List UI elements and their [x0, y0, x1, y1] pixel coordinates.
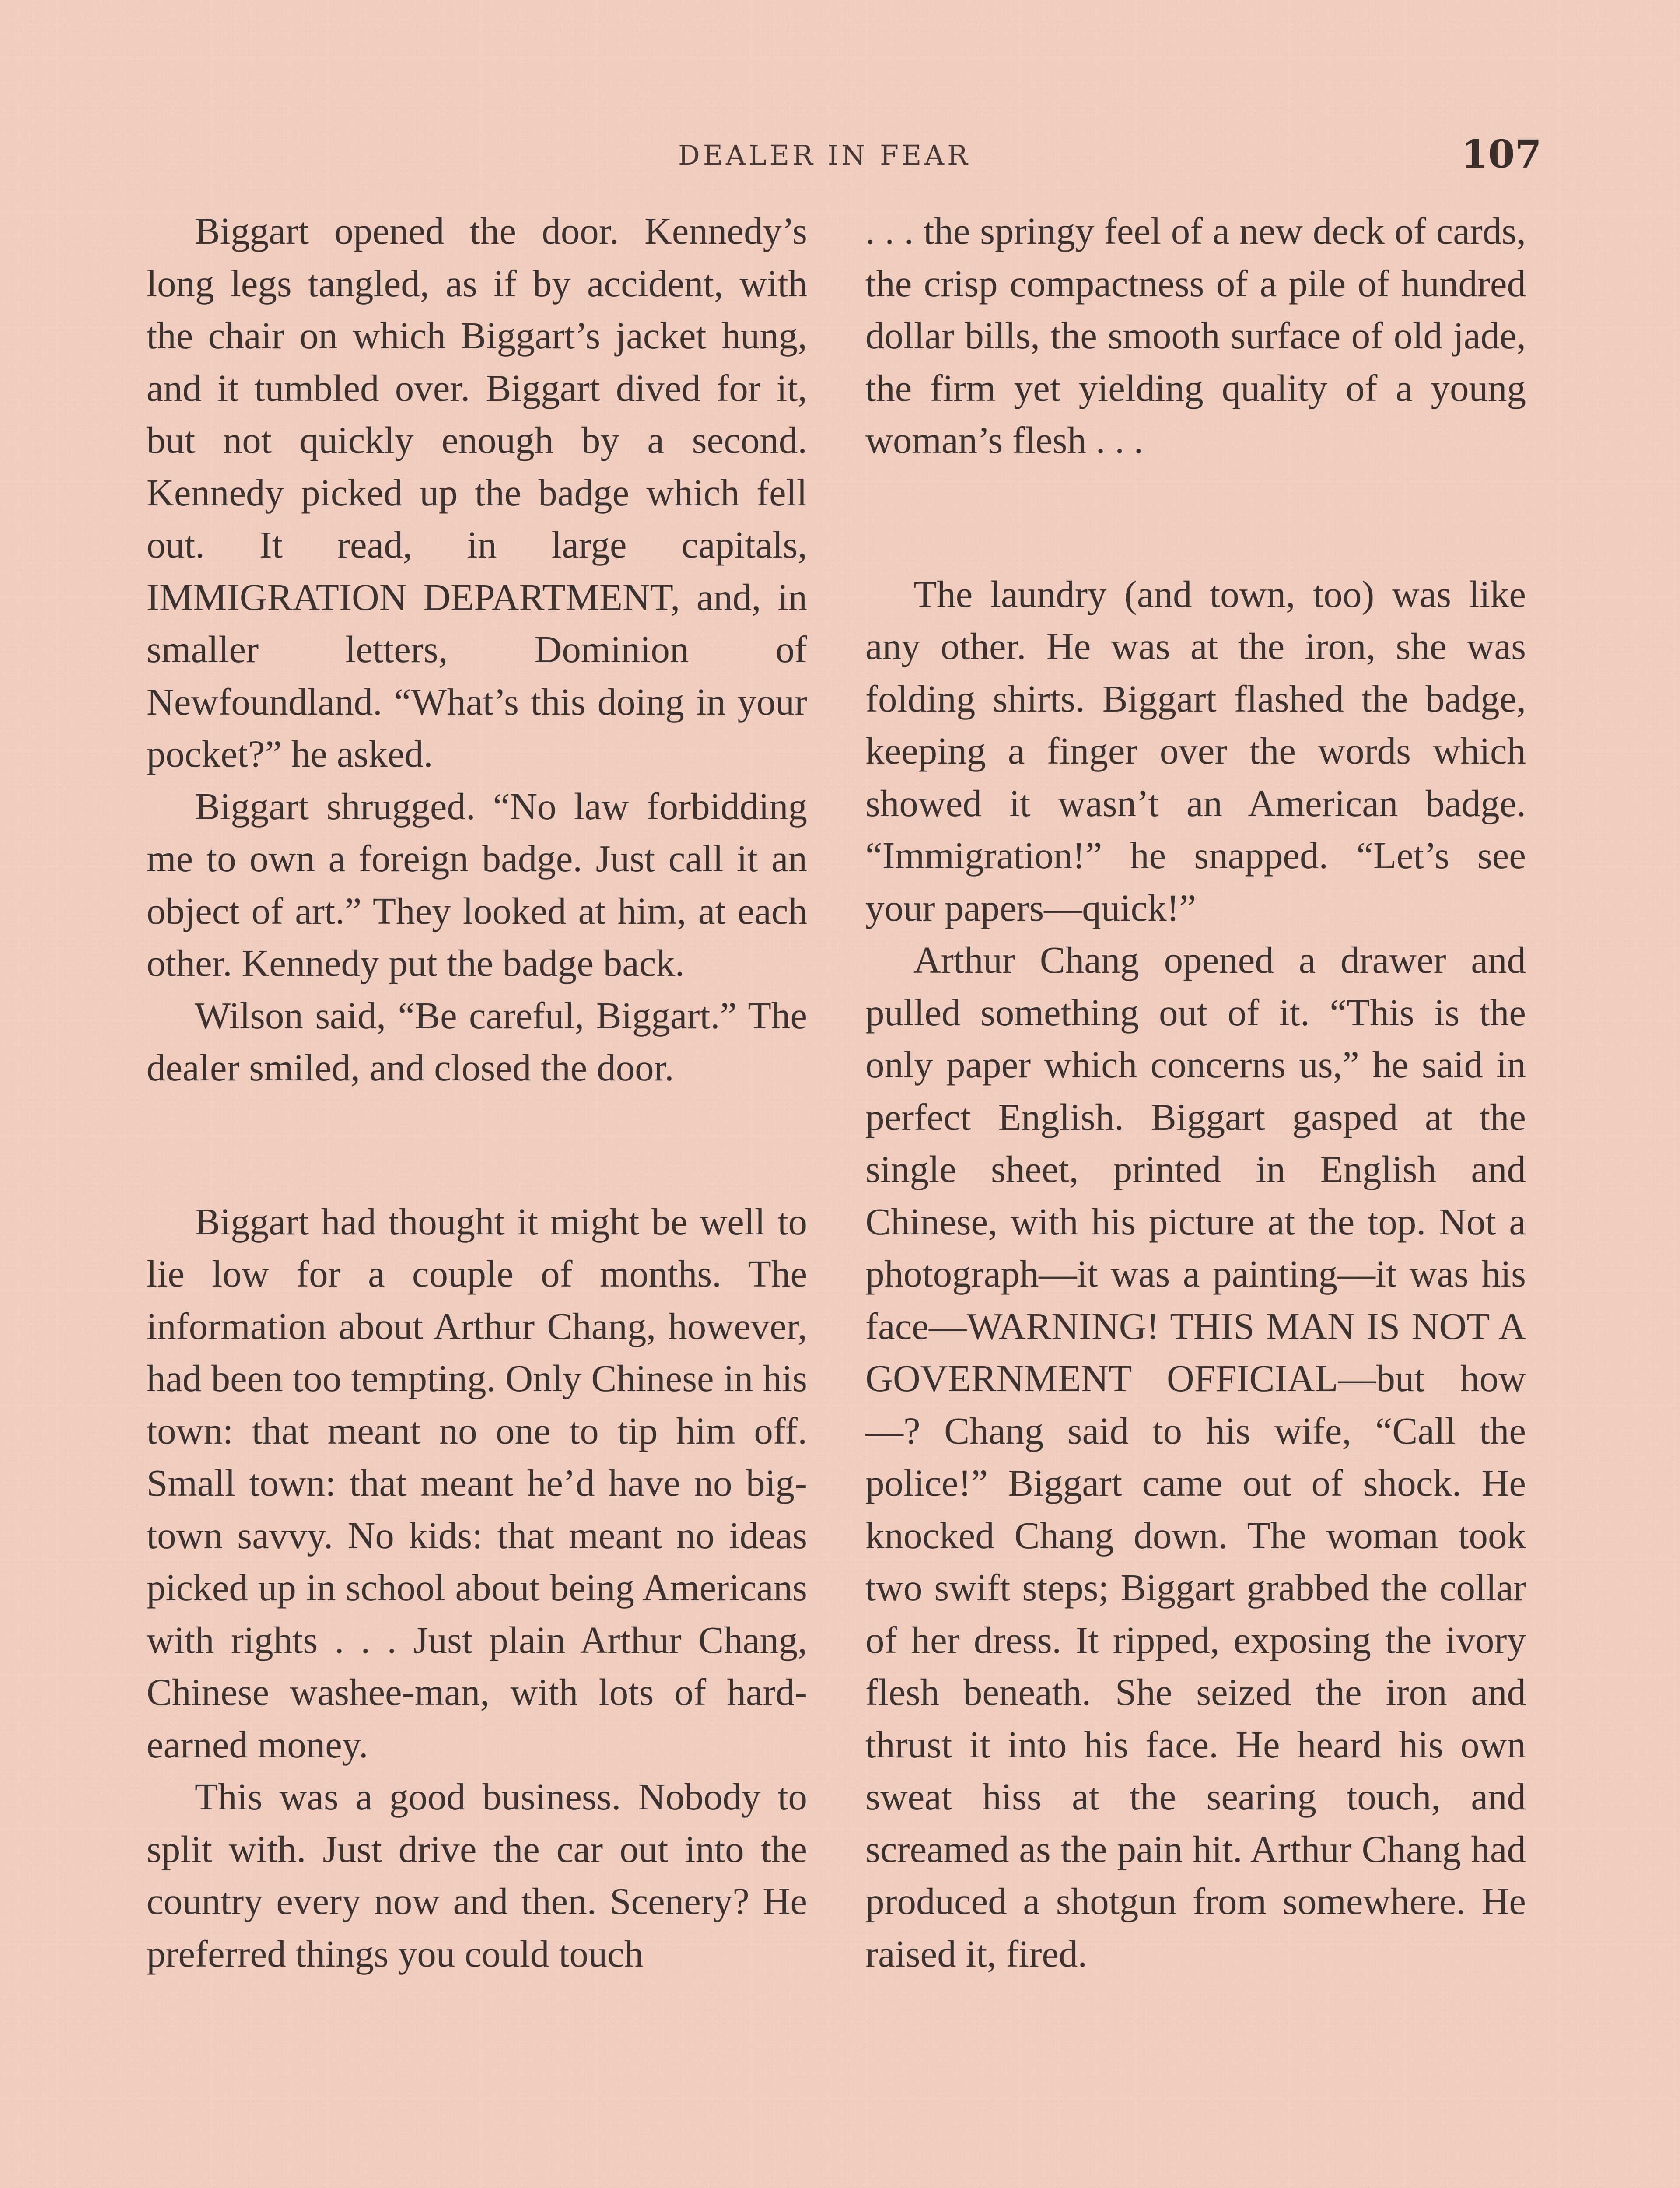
paragraph: Biggart had thought it might be well to lie low for a couple of months. The information about Arthur Chang, however, had been too tempting. Only Chinese in his town: that meant no one to tip him off. Small town: that meant he’d have no big-town savvy. No kids: that meant no ideas picked up in school about being Americans with rights . . . Just plain Arthur Chang, Chinese washee-man, with lots of hard-earned money. [147, 1200, 807, 1766]
left-text-column [147, 205, 807, 1980]
paragraph: The laundry (and town, too) was like any other. He was at the iron, she was folding shirts. Biggart flashed the badge, keeping a finger over the words which showed it wasn’t an American badge. “Immigration!” he snapped. “Let’s see your papers—quick!” [865, 572, 1526, 929]
page-number: 107 [1461, 131, 1542, 177]
paragraph: Wilson said, “Be careful, Biggart.” The dealer smiled, and closed the door. [147, 994, 807, 1089]
paragraph: Biggart opened the door. Kennedy’s long legs tangled, as if by accident, with the chair on which Biggart’s jacket hung, and it tumbled over. Biggart dived for it, but not quickly enough by a second. Kennedy picked up the badge which fell out. It read, in large capitals, IMMIGRATION DEPARTMENT, and, in smaller letters, Dominion of Newfoundland. “What’s this doing in your pocket?” he asked. [147, 210, 807, 775]
section-break [865, 466, 1526, 568]
paragraph: This was a good business. Nobody to split with. Just drive the car out into the country every now and then. Scenery? He preferred things you could touch [147, 1775, 807, 1975]
paragraph: Biggart shrugged. “No law forbidding me to own a foreign badge. Just call it an object of art.” They looked at him, at each other. Kennedy put the badge back. [147, 785, 807, 984]
section-break [147, 1094, 807, 1196]
running-head: DEALER IN FEAR [678, 139, 971, 171]
paragraph: Arthur Chang opened a drawer and pulled something out of it. “This is the only paper which concerns us,” he said in perfect English. Biggart gasped at the single sheet, printed in English and Chinese, with his picture at the top. Not a photograph—it was a painting—it was his face—WARNING! THIS MAN IS NOT A GOVERNMENT OFFICIAL—but how—? Chang said to his wife, “Call the police!” Biggart came out of shock. He knocked Chang down. The woman took two swift steps; Biggart grabbed the collar of her dress. It ripped, exposing the ivory flesh beneath. She seized the iron and thrust it into his face. He heard his own sweat hiss at the searing touch, and screamed as the pain hit. Arthur Chang had produced a shotgun from somewhere. He raised it, fired. [865, 939, 1526, 1975]
paragraph: . . . the springy feel of a new deck of cards, the crisp compactness of a pile of hundred dollar bills, the smooth surface of old jade, the firm yet yielding quality of a young woman’s flesh . . . [865, 210, 1526, 461]
right-text-column [865, 205, 1526, 1980]
